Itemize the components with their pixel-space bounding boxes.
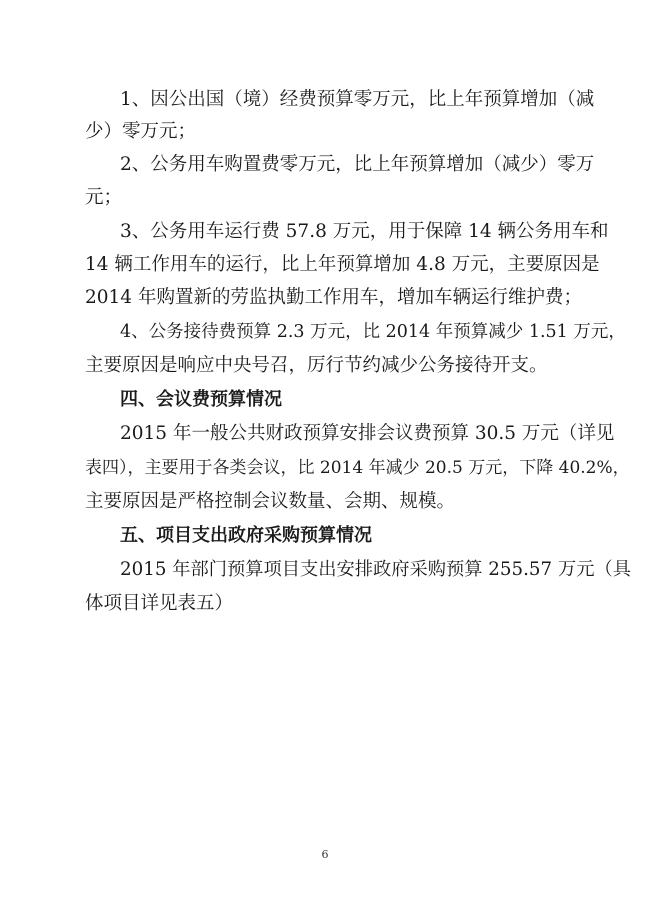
page-number: 6 — [321, 848, 329, 861]
paragraph-4-line-1: 4、公务接待费预算 2.3 万元，比 2014 年预算减少 1.51 万元， — [120, 322, 626, 342]
paragraph-6-line-1: 2015 年部门预算项目支出安排政府采购预算 255.57 万元（具 — [120, 559, 631, 580]
section-heading-procurement: 五、项目支出政府采购预算情况 — [120, 525, 372, 546]
paragraph-2-line-1: 2、公务用车购置费零万元，比上年预算增加（减少）零万 — [120, 154, 595, 175]
paragraph-1-line-1: 1、因公出国（境）经费预算零万元，比上年预算增加（减 — [120, 89, 595, 110]
section-heading-meeting-fees: 四、会议费预算情况 — [120, 389, 282, 410]
paragraph-4-line-2: 主要原因是响应中央号召，厉行节约减少公务接待开支。 — [85, 355, 548, 376]
paragraph-2-line-2: 元； — [85, 187, 123, 208]
paragraph-3-line-2: 14 辆工作用车的运行，比上年预算增加 4.8 万元，主要原因是 — [85, 254, 600, 275]
paragraph-1-line-2: 少）零万元； — [85, 121, 197, 142]
paragraph-5-line-3: 主要原因是严格控制会议数量、会期、规模。 — [85, 491, 456, 512]
paragraph-5-line-2: 表四），主要用于各类会议，比 2014 年减少 20.5 万元，下降 40.2%， — [85, 458, 630, 478]
paragraph-3-line-1: 3、公务用车运行费 57.8 万元，用于保障 14 辆公务用车和 — [120, 221, 609, 242]
paragraph-5-line-1: 2015 年一般公共财政预算安排会议费预算 30.5 万元（详见 — [120, 423, 615, 444]
paragraph-3-line-3: 2014 年购置新的劳监执勤工作用车，增加车辆运行维护费； — [85, 287, 582, 308]
paragraph-6-line-2: 体项目详见表五） — [85, 593, 234, 614]
